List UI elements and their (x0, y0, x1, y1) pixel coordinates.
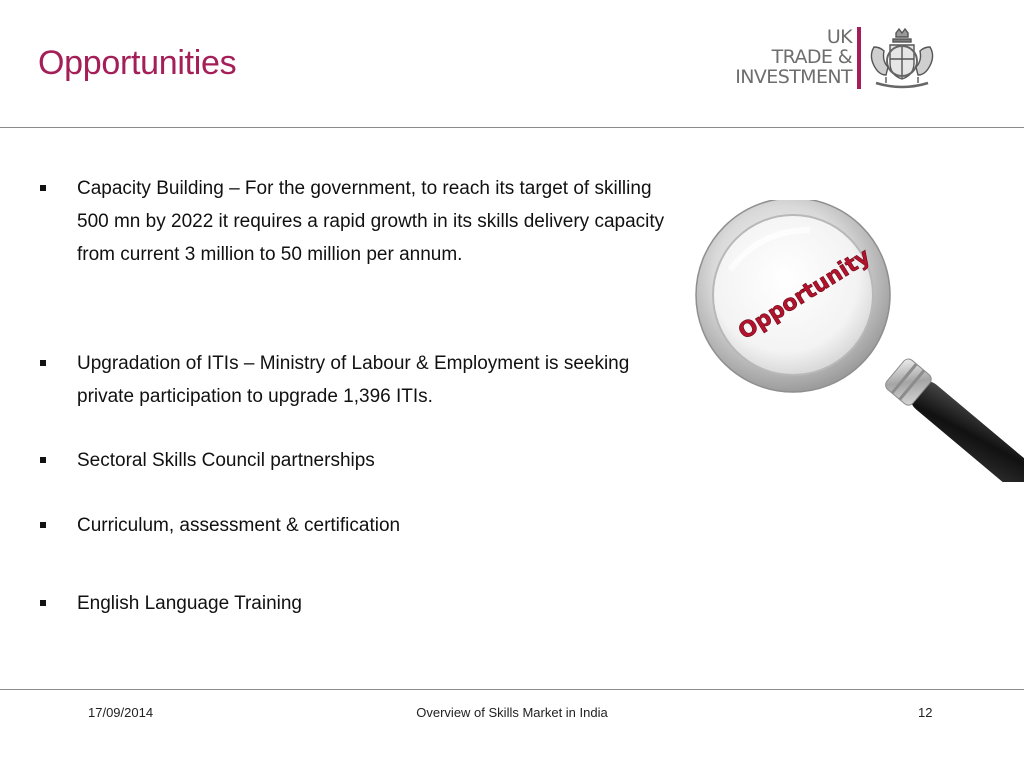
royal-crest-icon (866, 27, 938, 91)
magnifying-glass-icon (690, 200, 1024, 482)
footer-date: 17/09/2014 (88, 705, 154, 720)
bullet-text: Capacity Building – For the government, to reach its target of skilling 500 mn by 2022 it requires a rapid growth in its skills delivery capacity from current 3 million to 50 million per annum. (77, 178, 665, 265)
bullet-item (40, 509, 670, 542)
footer-divider (0, 689, 1024, 690)
square-bullet-icon (40, 600, 46, 606)
square-bullet-icon (40, 185, 46, 191)
logo-line-2: TRADE & (771, 46, 852, 68)
logo-line-1: UK (826, 26, 852, 48)
square-bullet-icon (40, 360, 46, 366)
logo-line-3: INVESTMENT (735, 66, 852, 88)
logo-accent-bar (857, 27, 861, 89)
bullet-item (40, 172, 670, 271)
bullet-text: Curriculum, assessment & certification (77, 515, 401, 536)
lens-word: Opportunity (734, 244, 875, 345)
page-number: 12 (918, 705, 933, 720)
bullet-item (40, 347, 670, 413)
bullet-text: Sectoral Skills Council partnerships (77, 450, 375, 471)
uk-trade-investment-logo (732, 27, 952, 95)
slide-title: Opportunities (38, 44, 237, 82)
footer-title: Overview of Skills Market in India (416, 705, 608, 720)
bullet-item (40, 444, 670, 477)
square-bullet-icon (40, 522, 46, 528)
bullet-item (40, 587, 670, 620)
square-bullet-icon (40, 457, 46, 463)
logo-text (732, 27, 852, 87)
bullet-text: Upgradation of ITIs – Ministry of Labour & Employment is seeking private participation to upgrade 1,396 ITIs. (77, 353, 630, 407)
bullet-text: English Language Training (77, 593, 303, 614)
header-divider (0, 127, 1024, 128)
